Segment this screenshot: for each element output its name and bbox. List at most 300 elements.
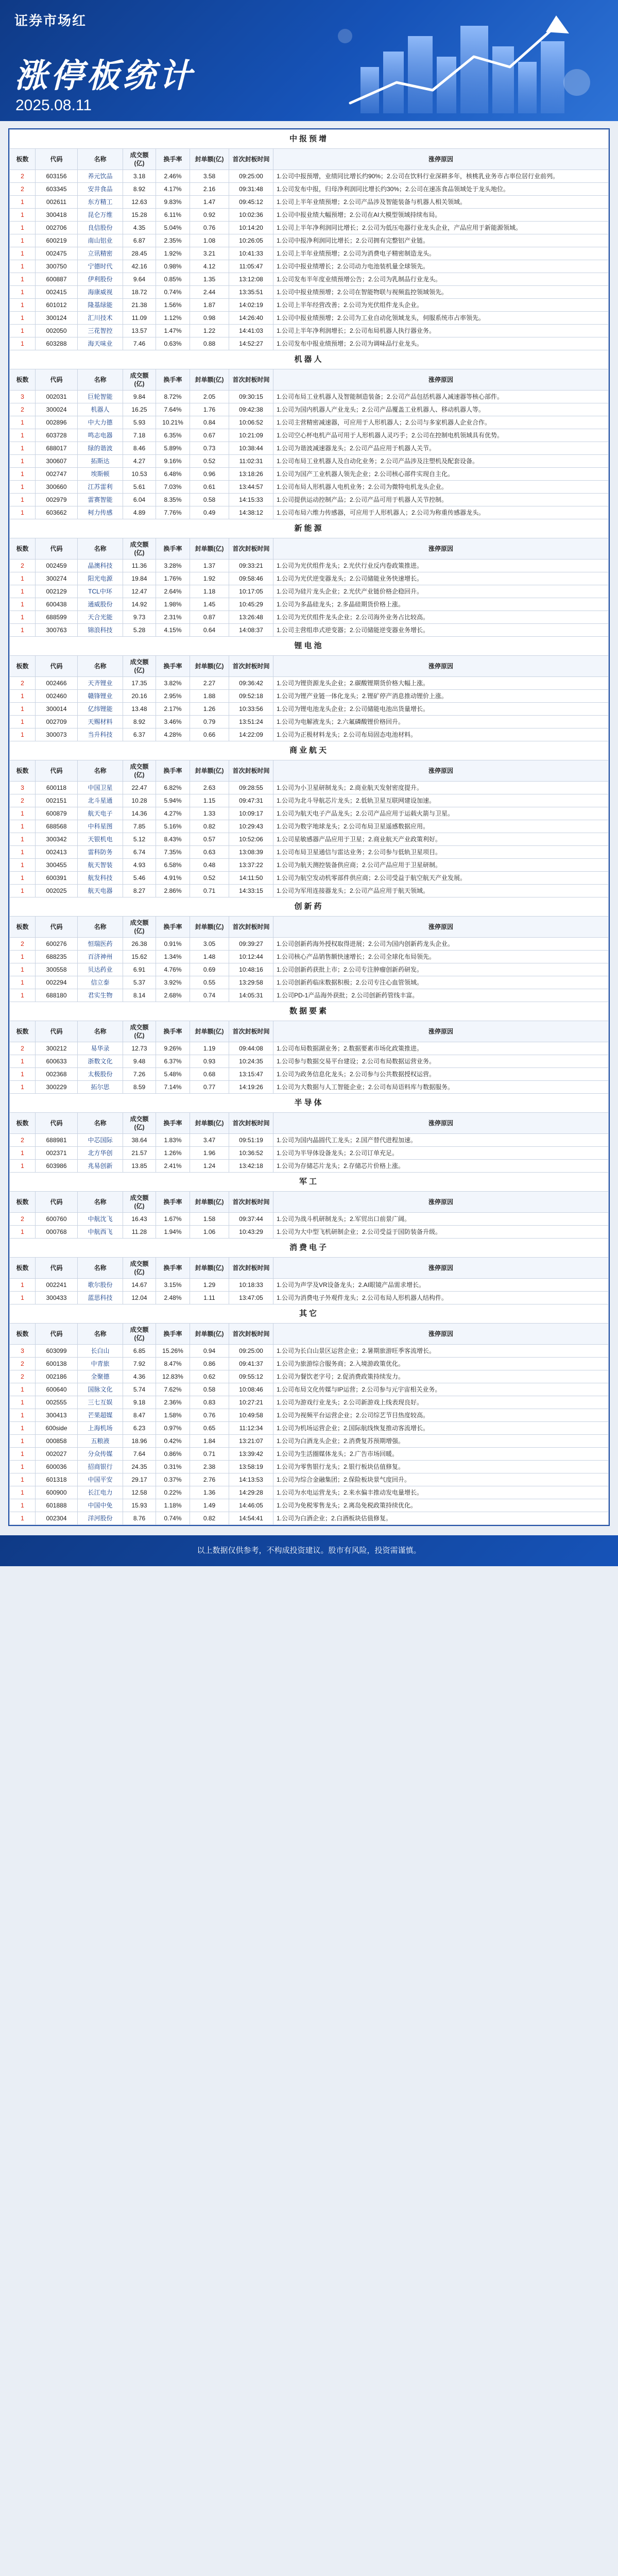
table-row[interactable] (10, 703, 609, 716)
table-row[interactable] (10, 481, 609, 494)
cell-name[interactable]: 立讯精密 (78, 247, 123, 260)
table-row[interactable] (10, 1068, 609, 1081)
table-row[interactable] (10, 494, 609, 506)
cell-code[interactable]: 603099 (36, 1345, 78, 1358)
cell-name[interactable]: 海天味业 (78, 337, 123, 350)
cell-name[interactable]: 蓝思科技 (78, 1292, 123, 1304)
table-row[interactable] (10, 976, 609, 989)
cell-code[interactable]: 600036 (36, 1461, 78, 1473)
cell-reason: 1.公司为存储芯片龙头；2.存储芯片价格上涨。 (273, 1160, 609, 1173)
cell-reason: 1.公司上半年净利润同比增长；2.公司为低压电器行业龙头企业，产品应用于新能源领域。 (273, 222, 609, 234)
cell-name[interactable]: 君实生物 (78, 989, 123, 1002)
table-row[interactable] (10, 1409, 609, 1422)
table-row[interactable] (10, 1435, 609, 1448)
cell-code[interactable]: 300229 (36, 1081, 78, 1094)
cell-code[interactable]: 300124 (36, 312, 78, 325)
cell-code[interactable]: 002151 (36, 794, 78, 807)
cell-reason: 1.公司为零售银行龙头；2.银行板块估值修复。 (273, 1461, 609, 1473)
cell-name[interactable]: 北方华创 (78, 1147, 123, 1160)
table-row[interactable] (10, 1226, 609, 1239)
cell-turnover: 1.56% (156, 299, 190, 312)
cell-name[interactable]: 上海机场 (78, 1422, 123, 1435)
section-title-row (10, 741, 609, 760)
table-row[interactable] (10, 820, 609, 833)
column-header: 名称 (78, 917, 123, 938)
cell-reason: 1.公司中报预增，业绩同比增长约90%；2.公司在饮料行业深耕多年，核桃乳业务市占率位居行业前列。 (273, 170, 609, 183)
table-row[interactable] (10, 728, 609, 741)
cell-reason: 1.公司上半年业绩预增；2.公司产品涉及智能装备与机器人相关领域。 (273, 196, 609, 209)
table-row[interactable] (10, 1396, 609, 1409)
cell-code[interactable]: 300607 (36, 455, 78, 468)
cell-name[interactable]: 雷科防务 (78, 846, 123, 859)
cell-code[interactable]: 603986 (36, 1160, 78, 1173)
cell-reason: 1.公司为综合金融集团；2.保险板块景气度回升。 (273, 1473, 609, 1486)
cell-name[interactable]: 埃斯顿 (78, 468, 123, 481)
cell-code[interactable]: 300558 (36, 963, 78, 976)
table-row[interactable] (10, 1042, 609, 1055)
cell-code[interactable]: 603345 (36, 183, 78, 196)
table-row[interactable] (10, 1213, 609, 1226)
cell-code[interactable]: 300024 (36, 403, 78, 416)
cell-name[interactable]: 中国卫星 (78, 782, 123, 794)
section-title-row (10, 1239, 609, 1258)
cell-name[interactable]: 中青旅 (78, 1358, 123, 1370)
cell-time: 09:33:21 (229, 560, 273, 572)
cell-name[interactable]: 通威股份 (78, 598, 123, 611)
cell-name[interactable]: 赣锋锂业 (78, 690, 123, 703)
table-row[interactable] (10, 260, 609, 273)
cell-name[interactable]: 易华录 (78, 1042, 123, 1055)
table-row[interactable] (10, 716, 609, 728)
cell-name[interactable]: 机器人 (78, 403, 123, 416)
table-row[interactable] (10, 209, 609, 222)
cell-code[interactable]: 603662 (36, 506, 78, 519)
cell-name[interactable]: 百济神州 (78, 951, 123, 963)
cell-name[interactable]: 昆仑万维 (78, 209, 123, 222)
table-row[interactable] (10, 807, 609, 820)
cell-seal: 1.18 (190, 585, 229, 598)
table-row[interactable] (10, 1160, 609, 1173)
cell-name[interactable]: 巨轮智能 (78, 391, 123, 403)
cell-name[interactable]: 中航西飞 (78, 1226, 123, 1239)
cell-name[interactable]: 信立泰 (78, 976, 123, 989)
table-row[interactable] (10, 1512, 609, 1525)
table-row[interactable] (10, 690, 609, 703)
column-header: 首次封板时间 (229, 760, 273, 782)
cell-code[interactable]: 600879 (36, 807, 78, 820)
table-row[interactable] (10, 1279, 609, 1292)
cell-code[interactable]: 002025 (36, 885, 78, 897)
table-row[interactable] (10, 624, 609, 637)
table-row[interactable] (10, 1370, 609, 1383)
cell-code[interactable]: 601012 (36, 299, 78, 312)
table-row[interactable] (10, 951, 609, 963)
cell-name[interactable]: 亿纬锂能 (78, 703, 123, 716)
cell-name[interactable]: 汇川技术 (78, 312, 123, 325)
cell-code[interactable]: 002294 (36, 976, 78, 989)
table-row[interactable] (10, 859, 609, 872)
cell-code[interactable]: 002129 (36, 585, 78, 598)
cell-code[interactable]: 600887 (36, 273, 78, 286)
table-row[interactable] (10, 1473, 609, 1486)
cell-name[interactable]: 长白山 (78, 1345, 123, 1358)
cell-amount: 12.47 (123, 585, 156, 598)
table-row[interactable] (10, 429, 609, 442)
cell-code[interactable]: 300433 (36, 1292, 78, 1304)
cell-code[interactable]: 600276 (36, 938, 78, 951)
table-row[interactable] (10, 391, 609, 403)
cell-name[interactable]: 东方精工 (78, 196, 123, 209)
cell-name[interactable]: 中航沈飞 (78, 1213, 123, 1226)
cell-code[interactable]: 002304 (36, 1512, 78, 1525)
cell-board: 1 (10, 1383, 36, 1396)
cell-code[interactable]: 300750 (36, 260, 78, 273)
cell-name[interactable]: 国脉文化 (78, 1383, 123, 1396)
cell-name[interactable]: 恒瑞医药 (78, 938, 123, 951)
table-row[interactable] (10, 1055, 609, 1068)
cell-amount: 8.46 (123, 442, 156, 455)
table-row[interactable] (10, 1499, 609, 1512)
cell-name[interactable]: 中芯国际 (78, 1134, 123, 1147)
table-row[interactable] (10, 455, 609, 468)
cell-code[interactable]: 002460 (36, 690, 78, 703)
table-row[interactable] (10, 677, 609, 690)
cell-name[interactable]: 安井食品 (78, 183, 123, 196)
cell-name[interactable]: 柯力传感 (78, 506, 123, 519)
table-row[interactable] (10, 196, 609, 209)
cell-code[interactable]: 600219 (36, 234, 78, 247)
cell-name[interactable]: 招商银行 (78, 1461, 123, 1473)
cell-code[interactable]: 688981 (36, 1134, 78, 1147)
cell-name[interactable]: 中国中免 (78, 1499, 123, 1512)
cell-code[interactable]: 002555 (36, 1396, 78, 1409)
table-row[interactable] (10, 273, 609, 286)
cell-turnover: 4.28% (156, 728, 190, 741)
cell-name[interactable]: 拓尔思 (78, 1081, 123, 1094)
cell-turnover: 6.48% (156, 468, 190, 481)
cell-turnover: 2.41% (156, 1160, 190, 1173)
cell-code[interactable]: 002475 (36, 247, 78, 260)
cell-time: 09:42:38 (229, 403, 273, 416)
cell-name[interactable]: 全聚德 (78, 1370, 123, 1383)
cell-amount: 29.17 (123, 1473, 156, 1486)
cell-board: 3 (10, 1345, 36, 1358)
table-row[interactable] (10, 1292, 609, 1304)
cell-seal: 0.55 (190, 976, 229, 989)
cell-code[interactable]: 601318 (36, 1473, 78, 1486)
cell-board: 2 (10, 183, 36, 196)
cell-name[interactable]: 分众传媒 (78, 1448, 123, 1461)
table-row[interactable] (10, 885, 609, 897)
table-row[interactable] (10, 1358, 609, 1370)
cell-name[interactable]: 五粮液 (78, 1435, 123, 1448)
cell-code[interactable]: 002896 (36, 416, 78, 429)
cell-name[interactable]: 宁德时代 (78, 260, 123, 273)
cell-name[interactable]: 当升科技 (78, 728, 123, 741)
table-row[interactable] (10, 1345, 609, 1358)
cell-name[interactable]: 天齐锂业 (78, 677, 123, 690)
table-row[interactable] (10, 1134, 609, 1147)
table-row[interactable] (10, 286, 609, 299)
cell-time: 14:29:28 (229, 1486, 273, 1499)
cell-name[interactable]: 航天电器 (78, 885, 123, 897)
cell-name[interactable]: 航发科技 (78, 872, 123, 885)
cell-code[interactable]: 300455 (36, 859, 78, 872)
cell-name[interactable]: 三花智控 (78, 325, 123, 337)
cell-code[interactable]: 002706 (36, 222, 78, 234)
cell-board: 1 (10, 247, 36, 260)
cell-turnover: 1.98% (156, 598, 190, 611)
cell-code[interactable]: 600138 (36, 1358, 78, 1370)
cell-code[interactable]: 603288 (36, 337, 78, 350)
cell-seal: 0.76 (190, 222, 229, 234)
cell-code[interactable]: 300342 (36, 833, 78, 846)
table-row[interactable] (10, 585, 609, 598)
cell-reason: 1.公司为白酒龙头企业；2.消费复苏预期增强。 (273, 1435, 609, 1448)
column-header-row (10, 1021, 609, 1042)
cell-reason: 1.公司布局六维力传感器，可应用于人形机器人；2.公司为称重传感器龙头。 (273, 506, 609, 519)
cell-code[interactable]: 002747 (36, 468, 78, 481)
cell-board: 1 (10, 209, 36, 222)
cell-time: 09:31:48 (229, 183, 273, 196)
cell-name[interactable]: 南山铝业 (78, 234, 123, 247)
cell-name[interactable]: 太极股份 (78, 1068, 123, 1081)
cell-code[interactable]: 600633 (36, 1055, 78, 1068)
cell-name[interactable]: 兆易创新 (78, 1160, 123, 1173)
cell-reason: 1.公司为生活圈媒体龙头；2.广告市场回暖。 (273, 1448, 609, 1461)
cell-code[interactable]: 002186 (36, 1370, 78, 1383)
cell-code[interactable]: 000858 (36, 1435, 78, 1448)
table-row[interactable] (10, 1383, 609, 1396)
cell-name[interactable]: 洋河股份 (78, 1512, 123, 1525)
table-row[interactable] (10, 794, 609, 807)
cell-code[interactable]: 002611 (36, 196, 78, 209)
section-title: 机器人 (10, 350, 609, 369)
table-row[interactable] (10, 572, 609, 585)
cell-name[interactable]: 天银机电 (78, 833, 123, 846)
cell-name[interactable]: 拓斯达 (78, 455, 123, 468)
cell-name[interactable]: 天赐材料 (78, 716, 123, 728)
cell-turnover: 0.31% (156, 1461, 190, 1473)
cell-name[interactable]: TCL中环 (78, 585, 123, 598)
table-row[interactable] (10, 1461, 609, 1473)
table-row[interactable] (10, 1422, 609, 1435)
cell-name[interactable]: 鸣志电器 (78, 429, 123, 442)
cell-name[interactable]: 中国平安 (78, 1473, 123, 1486)
cell-amount: 20.16 (123, 690, 156, 703)
cell-name[interactable]: 长江电力 (78, 1486, 123, 1499)
cell-code[interactable]: 688568 (36, 820, 78, 833)
cell-code[interactable]: 300413 (36, 1409, 78, 1422)
cell-code[interactable]: 600side (36, 1422, 78, 1435)
table-row[interactable] (10, 598, 609, 611)
cell-code[interactable]: 002368 (36, 1068, 78, 1081)
cell-code[interactable]: 601888 (36, 1499, 78, 1512)
cell-code[interactable]: 603156 (36, 170, 78, 183)
cell-code[interactable]: 300763 (36, 624, 78, 637)
column-header: 封单额(亿) (190, 369, 229, 391)
cell-name[interactable]: 良信股份 (78, 222, 123, 234)
cell-name[interactable]: 北斗星通 (78, 794, 123, 807)
cell-code[interactable]: 600391 (36, 872, 78, 885)
cell-turnover: 1.76% (156, 572, 190, 585)
cell-name[interactable]: 航天智装 (78, 859, 123, 872)
cell-amount: 21.57 (123, 1147, 156, 1160)
column-header: 代码 (36, 1021, 78, 1042)
cell-name[interactable]: 阳光电源 (78, 572, 123, 585)
section-title: 中报预增 (10, 130, 609, 149)
cell-board: 1 (10, 1435, 36, 1448)
table-row[interactable] (10, 782, 609, 794)
cell-reason: 1.公司为游戏行业龙头；2.公司新游戏上线表现良好。 (273, 1396, 609, 1409)
cell-board: 2 (10, 1370, 36, 1383)
table-row[interactable] (10, 403, 609, 416)
cell-name[interactable]: 中科星图 (78, 820, 123, 833)
cell-time: 13:47:05 (229, 1292, 273, 1304)
section-title-row (10, 637, 609, 656)
cell-code[interactable]: 600640 (36, 1383, 78, 1396)
table-row[interactable] (10, 506, 609, 519)
cell-name[interactable]: 芒果超媒 (78, 1409, 123, 1422)
cell-name[interactable]: 贝达药业 (78, 963, 123, 976)
table-row[interactable] (10, 325, 609, 337)
cell-code[interactable]: 300660 (36, 481, 78, 494)
cell-name[interactable]: 雷赛智能 (78, 494, 123, 506)
cell-board: 1 (10, 1160, 36, 1173)
cell-turnover: 1.12% (156, 312, 190, 325)
table-row[interactable] (10, 1448, 609, 1461)
cell-reason: 1.公司为旅游综合服务商；2.入境游政策优化。 (273, 1358, 609, 1370)
cell-code[interactable]: 002031 (36, 391, 78, 403)
cell-seal: 0.88 (190, 337, 229, 350)
cell-amount: 38.64 (123, 1134, 156, 1147)
table-row[interactable] (10, 846, 609, 859)
cell-time: 10:49:58 (229, 1409, 273, 1422)
column-header: 涨停原因 (273, 760, 609, 782)
table-row[interactable] (10, 963, 609, 976)
cell-code[interactable]: 300014 (36, 703, 78, 716)
cell-code[interactable]: 600118 (36, 782, 78, 794)
cell-amount: 5.46 (123, 872, 156, 885)
cell-code[interactable]: 002709 (36, 716, 78, 728)
cell-code[interactable]: 300212 (36, 1042, 78, 1055)
cell-code[interactable]: 002027 (36, 1448, 78, 1461)
cell-amount: 5.93 (123, 416, 156, 429)
cell-name[interactable]: 航天电子 (78, 807, 123, 820)
cell-code[interactable]: 002415 (36, 286, 78, 299)
table-row[interactable] (10, 989, 609, 1002)
table-row[interactable] (10, 442, 609, 455)
table-row[interactable] (10, 1486, 609, 1499)
column-header: 名称 (78, 1021, 123, 1042)
table-row[interactable] (10, 337, 609, 350)
cell-turnover: 2.48% (156, 1292, 190, 1304)
cell-turnover: 6.35% (156, 429, 190, 442)
table-row[interactable] (10, 1081, 609, 1094)
cell-name[interactable]: 江苏雷利 (78, 481, 123, 494)
cell-code[interactable]: 300418 (36, 209, 78, 222)
cell-code[interactable]: 002459 (36, 560, 78, 572)
column-header: 涨停原因 (273, 656, 609, 677)
cell-reason: 1.公司为北斗导航芯片龙头；2.低轨卫星互联网建设加速。 (273, 794, 609, 807)
cell-amount: 6.37 (123, 728, 156, 741)
cell-code[interactable]: 600760 (36, 1213, 78, 1226)
cell-code[interactable]: 688599 (36, 611, 78, 624)
cell-code[interactable]: 000768 (36, 1226, 78, 1239)
table-row[interactable] (10, 872, 609, 885)
cell-name[interactable]: 中大力德 (78, 416, 123, 429)
cell-name[interactable]: 浙数文化 (78, 1055, 123, 1068)
cell-seal: 1.37 (190, 560, 229, 572)
cell-turnover: 10.21% (156, 416, 190, 429)
cell-reason: 1.公司为光伏组件龙头；2.光伏行业反内卷政策推进。 (273, 560, 609, 572)
cell-code[interactable]: 600438 (36, 598, 78, 611)
table-row[interactable] (10, 247, 609, 260)
cell-amount: 28.45 (123, 247, 156, 260)
cell-name[interactable]: 隆基绿能 (78, 299, 123, 312)
table-row[interactable] (10, 611, 609, 624)
cell-code[interactable]: 002050 (36, 325, 78, 337)
cell-code[interactable]: 002371 (36, 1147, 78, 1160)
cell-turnover: 7.64% (156, 403, 190, 416)
cell-code[interactable]: 002413 (36, 846, 78, 859)
table-row[interactable] (10, 222, 609, 234)
table-row[interactable] (10, 938, 609, 951)
cell-name[interactable]: 养元饮品 (78, 170, 123, 183)
cell-name[interactable]: 海康威视 (78, 286, 123, 299)
cell-code[interactable]: 600900 (36, 1486, 78, 1499)
cell-name[interactable]: 天合光能 (78, 611, 123, 624)
cell-amount: 10.53 (123, 468, 156, 481)
cell-name[interactable]: 锦浪科技 (78, 624, 123, 637)
table-row[interactable] (10, 560, 609, 572)
table-row[interactable] (10, 312, 609, 325)
cell-code[interactable]: 300274 (36, 572, 78, 585)
cell-code[interactable]: 002466 (36, 677, 78, 690)
cell-code[interactable]: 002241 (36, 1279, 78, 1292)
cell-time: 10:27:21 (229, 1396, 273, 1409)
cell-name[interactable]: 三七互娱 (78, 1396, 123, 1409)
cell-code[interactable]: 688180 (36, 989, 78, 1002)
cell-code[interactable]: 002979 (36, 494, 78, 506)
cell-turnover: 4.91% (156, 872, 190, 885)
table-row[interactable] (10, 183, 609, 196)
table-row[interactable] (10, 416, 609, 429)
cell-amount: 14.36 (123, 807, 156, 820)
cell-turnover: 2.68% (156, 989, 190, 1002)
column-header: 换手率 (156, 369, 190, 391)
cell-name[interactable]: 伊利股份 (78, 273, 123, 286)
cell-turnover: 1.94% (156, 1226, 190, 1239)
cell-code[interactable]: 300073 (36, 728, 78, 741)
cell-code[interactable]: 688235 (36, 951, 78, 963)
cell-name[interactable]: 绿的谐波 (78, 442, 123, 455)
table-row[interactable] (10, 234, 609, 247)
cell-seal: 0.92 (190, 209, 229, 222)
section-title: 消费电子 (10, 1239, 609, 1258)
cell-turnover: 0.98% (156, 260, 190, 273)
cell-code[interactable]: 688017 (36, 442, 78, 455)
table-row[interactable] (10, 1147, 609, 1160)
table-row[interactable] (10, 468, 609, 481)
table-row[interactable] (10, 170, 609, 183)
cell-name[interactable]: 晶澳科技 (78, 560, 123, 572)
cell-amount: 7.18 (123, 429, 156, 442)
table-row[interactable] (10, 299, 609, 312)
table-row[interactable] (10, 833, 609, 846)
cell-code[interactable]: 603728 (36, 429, 78, 442)
cell-name[interactable]: 歌尔股份 (78, 1279, 123, 1292)
